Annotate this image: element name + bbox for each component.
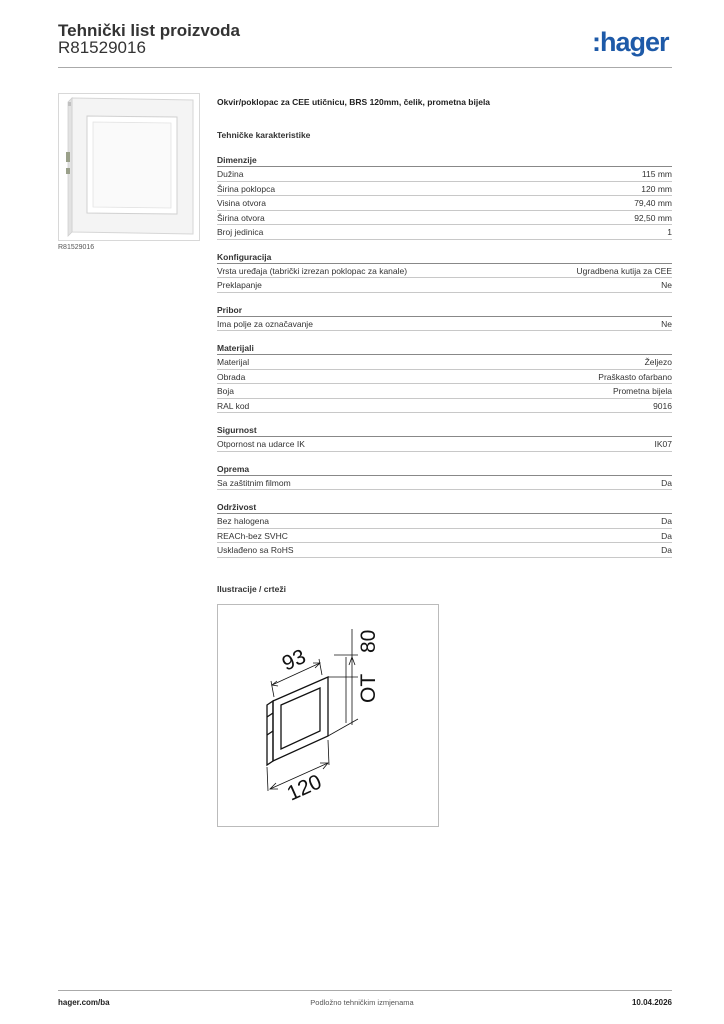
dim-120-label: 120 — [283, 770, 326, 806]
footer-date: 10.04.2026 — [631, 998, 672, 1007]
spec-label: Usklađeno sa RoHS — [217, 545, 294, 555]
spec-value: Prometna bijela — [612, 386, 672, 396]
spec-value: 92,50 mm — [634, 212, 672, 223]
section-sigurnost — [217, 424, 672, 452]
spec-row — [217, 196, 672, 211]
hager-logo-text: :hager — [592, 27, 669, 57]
spec-row — [217, 476, 672, 491]
spec-value: 79,40 mm — [634, 198, 672, 208]
spec-row — [217, 278, 672, 293]
spec-row — [217, 514, 672, 529]
footer-disclaimer: Podložno tehničkim izmjenama — [310, 998, 414, 1007]
spec-value: Ugradbena kutija za CEE — [576, 265, 672, 276]
dim-80-label: 80 — [357, 629, 380, 653]
spec-label: Visina otvora — [217, 198, 266, 208]
section-title: Sigurnost — [217, 424, 672, 437]
spec-label: Boja — [217, 386, 235, 396]
dimension-drawing — [218, 605, 440, 828]
spec-value: IK07 — [654, 439, 672, 449]
spec-label: RAL kod — [217, 400, 250, 411]
spec-value: Praškasto ofarbano — [598, 371, 672, 382]
dim-ot-label: OT — [357, 673, 380, 703]
spec-label: Dužina — [217, 169, 244, 179]
product-code: R81529016 — [58, 38, 146, 57]
spec-row — [217, 167, 672, 182]
spec-row — [217, 399, 672, 414]
spec-value: Da — [661, 545, 672, 555]
spec-value: 120 mm — [641, 183, 672, 194]
spec-value: Da — [661, 477, 672, 488]
spec-label: Bez halogena — [217, 516, 269, 526]
spec-label: Vrsta uređaja (tabrički izrezan poklopac za kanale) — [217, 265, 408, 276]
section-title: Oprema — [217, 463, 672, 476]
page-title: Tehnički list proizvoda — [58, 21, 240, 40]
spec-value: Da — [661, 516, 672, 526]
product-image — [58, 93, 200, 241]
spec-label: Širina poklopca — [217, 183, 276, 194]
spec-label: Širina otvora — [217, 212, 265, 223]
spec-label: Otpornost na udarce IK — [217, 439, 305, 449]
spec-value: Željezo — [644, 357, 672, 367]
section-oprema — [217, 463, 672, 491]
spec-row — [217, 264, 672, 279]
section-dimenzije — [217, 154, 672, 240]
spec-label: Materijal — [217, 357, 250, 367]
spec-value: 9016 — [653, 400, 672, 411]
spec-row — [217, 317, 672, 332]
spec-label: REACh-bez SVHC — [217, 530, 288, 541]
spec-value: Ne — [661, 318, 672, 329]
spec-value: 115 mm — [641, 169, 672, 179]
spec-row — [217, 182, 672, 197]
section-title: Materijali — [217, 342, 672, 355]
hager-logo — [592, 27, 676, 57]
section-pribor — [217, 304, 672, 332]
section-title: Održivost — [217, 501, 672, 514]
section-odrzivost — [217, 501, 672, 558]
spec-row — [217, 384, 672, 399]
footer-website-link[interactable]: hager.com/ba — [58, 998, 110, 1007]
spec-label: Obrada — [217, 371, 246, 382]
section-materijali — [217, 342, 672, 413]
spec-value: Da — [661, 530, 672, 541]
section-title: Pribor — [217, 304, 672, 317]
technical-drawing — [217, 604, 439, 827]
section-title: Konfiguracija — [217, 251, 672, 264]
specifications — [217, 96, 672, 558]
footer-divider — [58, 990, 672, 991]
spec-row — [217, 543, 672, 558]
tech-characteristics-title: Tehničke karakteristike — [217, 130, 311, 140]
spec-label: Broj jedinica — [217, 227, 264, 237]
section-title: Dimenzije — [217, 154, 672, 167]
image-caption: R81529016 — [58, 244, 95, 251]
spec-label: Sa zaštitnim filmom — [217, 477, 291, 488]
spec-row — [217, 211, 672, 226]
frame-photo — [59, 94, 201, 242]
spec-row — [217, 437, 672, 452]
spec-label: Ima polje za označavanje — [217, 318, 313, 329]
section-konfiguracija — [217, 251, 672, 293]
spec-label: Preklapanje — [217, 280, 262, 290]
dim-93-label: 93 — [278, 645, 310, 676]
spec-row — [217, 529, 672, 544]
spec-row — [217, 355, 672, 370]
illustrations-title: Ilustracije / crteži — [217, 584, 286, 594]
spec-row — [217, 370, 672, 385]
header-divider — [58, 67, 672, 68]
spec-value: 1 — [667, 227, 672, 237]
spec-value: Ne — [661, 280, 672, 290]
spec-row — [217, 225, 672, 240]
product-description: Okvir/poklopac za CEE utičnicu, BRS 120mm, čelik, prometna bijela — [217, 97, 491, 107]
